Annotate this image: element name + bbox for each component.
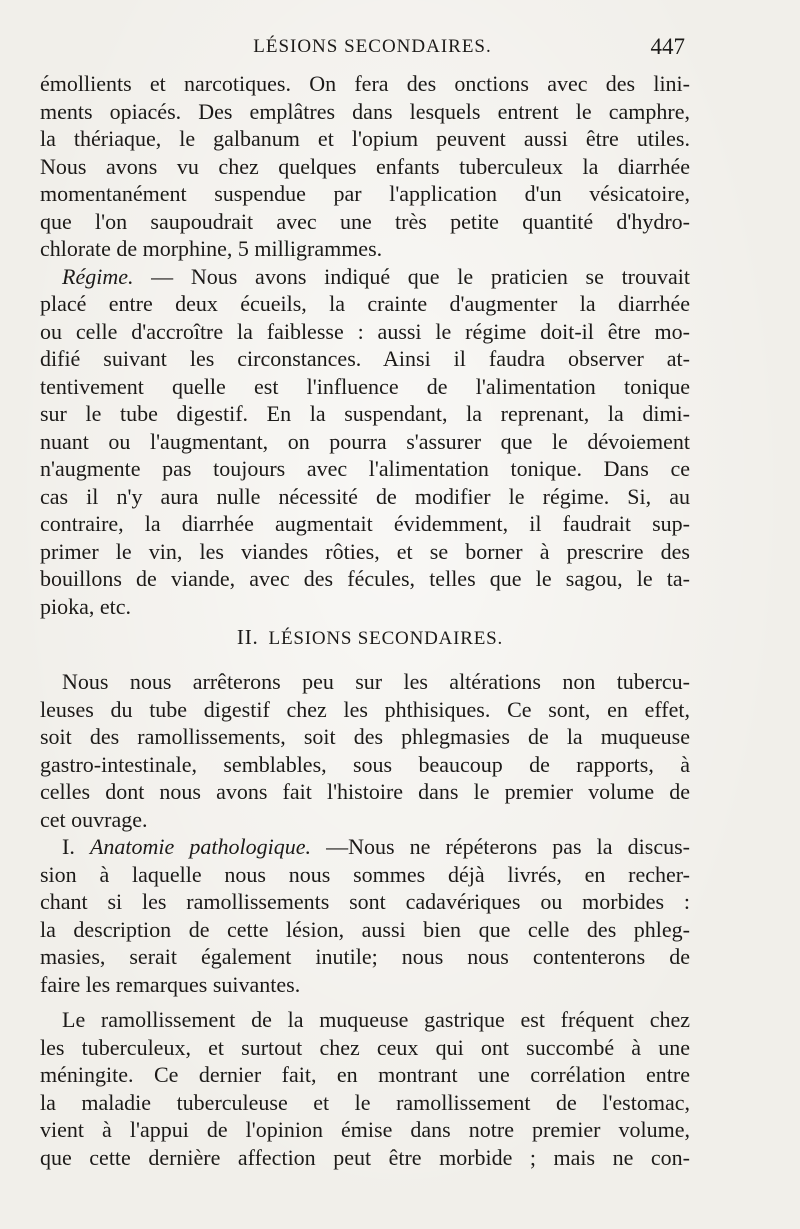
text-line: Nous nous arrêterons peu sur les altérations non tubercu- (62, 669, 690, 694)
text-line: difié suivant les circonstances. Ainsi il faudra observer at- (40, 346, 690, 371)
anatomy-label: Anatomie pathologique. (89, 834, 311, 859)
text-line: Nous avons vu chez quelques enfants tuberculeux la diarrhée (40, 153, 690, 179)
paragraph-softening (40, 1006, 690, 1171)
text-line: pioka, etc. (40, 593, 132, 619)
text-line: sion à laquelle nous nous sommes déjà livrés, en recher- (40, 861, 690, 887)
text-line: faire les remarques suivantes. (40, 971, 301, 997)
text-line: que l'on saupoudrait avec une très petite quantité d'hydro- (40, 208, 690, 234)
text-line: momentanément suspendue par l'application d'un vésicatoire, (40, 181, 690, 206)
text-line: placé entre deux écueils, la crainte d'augmenter la diarrhée (40, 291, 690, 316)
text-line: sur le tube digestif. En la suspendant, la reprenant, la dimi- (40, 401, 690, 426)
text-line: soit des ramollissements, soit des phlegmasies de la muqueuse (40, 724, 690, 749)
regime-label: Régime. (62, 263, 134, 289)
text-line: gastro-intestinale, semblables, sous beaucoup de rapports, à (40, 751, 690, 777)
anatomy-first-line: —Nous ne répéterons pas la discus- (310, 834, 690, 859)
section-title: LÉSIONS SECONDAIRES. (268, 628, 504, 649)
paragraph-anatomy (40, 833, 690, 998)
text-line: la maladie tuberculeuse et le ramollissement de l'estomac, (40, 1089, 690, 1115)
text-line: chlorate de morphine, 5 milligrammes. (40, 236, 383, 261)
regime-first-line: — Nous avons indiqué que le praticien se trouvait (133, 263, 690, 289)
text-line: masies, serait également inutile; nous nous contenterons de (40, 944, 690, 969)
spacer (40, 654, 690, 668)
anatomy-prefix: I. (62, 834, 75, 859)
text-line: cas il n'y aura nulle nécessité de modifier le régime. Si, au (40, 483, 690, 509)
paragraph-regime (40, 263, 690, 621)
text-line: méningite. Ce dernier fait, en montrant une corrélation entre (40, 1062, 690, 1087)
text-line: que cette dernière affection peut être morbide ; mais ne con- (40, 1144, 690, 1170)
text-line: n'augmente pas toujours avec l'alimentation tonique. Dans ce (40, 456, 690, 481)
text-line: vient à l'appui de l'opinion émise dans notre premier volume, (40, 1117, 690, 1142)
running-head (60, 34, 685, 60)
text-line (40, 263, 690, 291)
paragraph-treatment (40, 70, 690, 263)
text-line: celles dont nous avons fait l'histoire dans le premier volume de (40, 779, 690, 804)
text-line: chant si les ramollissements sont cadavériques ou morbides : (40, 889, 690, 914)
text-line: cet ouvrage. (40, 806, 148, 832)
text-line: tentivement quelle est l'influence de l'alimentation tonique (40, 373, 690, 399)
paragraph-intro (40, 668, 690, 833)
text-line: les tuberculeux, et surtout chez ceux qui ont succombé à une (40, 1034, 690, 1060)
text-line: nuant ou l'augmentant, on pourra s'assurer que le dévoiement (40, 428, 690, 454)
text-line: contraire, la diarrhée augmentait évidemment, il faudrait sup- (40, 511, 690, 536)
text-line: primer le vin, les viandes rôties, et se borner à prescrire des (40, 538, 690, 564)
text-line: ou celle d'accroître la faiblesse : aussi le régime doit-il être mo- (40, 318, 690, 344)
running-head-title: LÉSIONS SECONDAIRES. (253, 36, 492, 57)
text-line: bouillons de viande, avec des fécules, telles que le sagou, le ta- (40, 566, 690, 591)
text-line: émollients et narcotiques. On fera des onctions avec des lini- (40, 71, 690, 96)
page-number: 447 (650, 34, 685, 59)
text-line: Le ramollissement de la muqueuse gastrique est fréquent chez (62, 1007, 690, 1032)
section-number: II. (236, 625, 259, 649)
text-line: ments opiacés. Des emplâtres dans lesquels entrent le camphre, (40, 98, 690, 124)
body-text (40, 70, 690, 1171)
text-line: la thériaque, le galbanum et l'opium peuvent aussi être utiles. (40, 126, 690, 151)
text-line: leuses du tube digestif chez les phthisiques. Ce sont, en effet, (40, 696, 690, 722)
spacer (40, 998, 690, 1006)
section-heading (40, 620, 690, 654)
text-line: la description de cette lésion, aussi bien que celle des phleg- (40, 916, 690, 942)
text-line (40, 833, 690, 861)
